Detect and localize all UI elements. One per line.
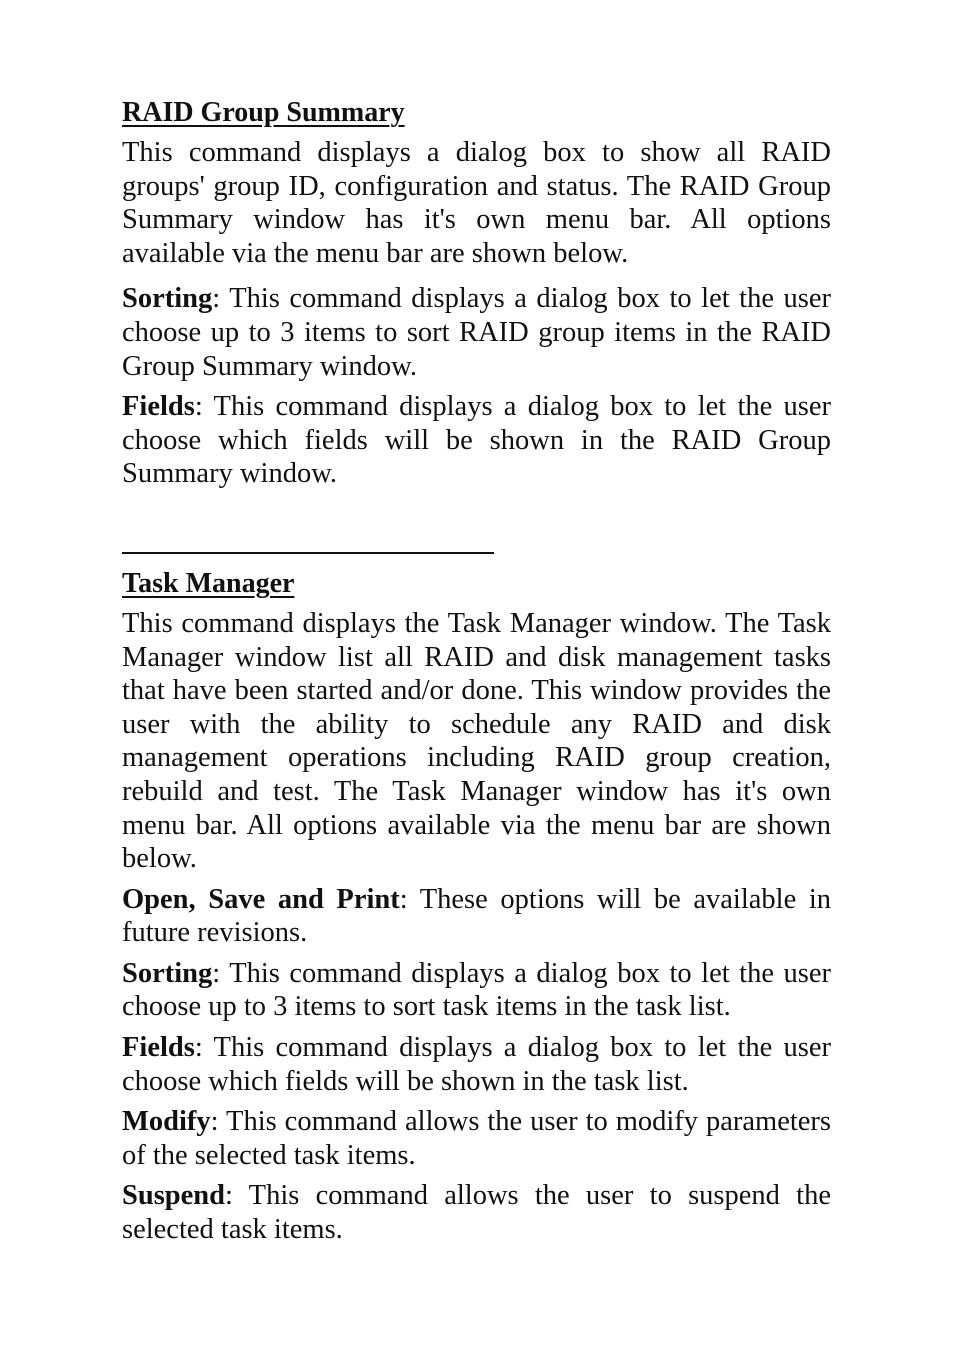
definition-separator: : <box>210 1106 227 1138</box>
section-heading: RAID Group Summary <box>122 97 405 128</box>
definition-term: Fields <box>122 1032 195 1064</box>
definition-term: Modify <box>122 1106 211 1138</box>
definition-text: This command displays a dialog box to let the user choose which fields will be shown in the RAID Group Summary window. <box>122 391 832 490</box>
definition-separator: : <box>194 1032 214 1064</box>
definition-open-save-print <box>122 883 831 950</box>
definition-separator: : <box>399 883 420 915</box>
definition-term: Open, Save and Print <box>122 883 400 915</box>
definition-text: This command allows the user to modify parameters of the selected task items. <box>122 1106 832 1171</box>
definition-text: This command displays a dialog box to let the user choose up to 3 items to sort task items in the task list. <box>122 957 832 1023</box>
definition-text: This command displays a dialog box to let the user choose up to 3 items to sort RAID group items in the RAID Group Summary window. <box>122 283 832 382</box>
section-task-manager <box>122 567 831 1247</box>
definition-modify <box>122 1105 831 1172</box>
definition-term: Fields <box>122 391 195 423</box>
definition-term: Sorting <box>122 957 213 989</box>
section-intro-paragraph: This command displays a dialog box to show all RAID groups' group ID, configuration and status. The RAID Group Summary window has it's own menu bar. All options available via the menu bar are shown below. <box>122 137 831 269</box>
definition-separator: : <box>225 1180 249 1212</box>
definition-sorting <box>122 957 831 1024</box>
definition-term: Suspend <box>122 1180 225 1212</box>
definition-fields <box>122 390 831 491</box>
section-intro-paragraph: This command displays the Task Manager window. The Task Manager window list all RAID and disk management tasks that have been started and/or done. This window provides the user with the ability to schedule any RAID and disk management operations including RAID group creation, rebuild and test. The Task Manager window has it's own menu bar. All options available via the menu bar are shown below. <box>122 607 831 875</box>
section-divider-rule <box>122 552 494 554</box>
definition-fields <box>122 1031 831 1098</box>
definition-sorting <box>122 282 831 383</box>
definition-separator: : <box>194 391 214 423</box>
definition-text: This command displays a dialog box to let the user choose which fields will be shown in the task list. <box>122 1032 832 1097</box>
definition-suspend <box>122 1179 831 1246</box>
definition-text: These options will be available in future revisions. <box>122 883 832 949</box>
definition-term: Sorting <box>122 283 213 315</box>
document-page <box>122 96 831 1254</box>
definition-text: This command allows the user to suspend the selected task items. <box>122 1180 831 1246</box>
definition-separator: : <box>212 957 230 989</box>
definition-separator: : <box>212 283 230 315</box>
section-raid-group-summary <box>122 96 831 491</box>
section-heading: Task Manager <box>122 567 295 599</box>
